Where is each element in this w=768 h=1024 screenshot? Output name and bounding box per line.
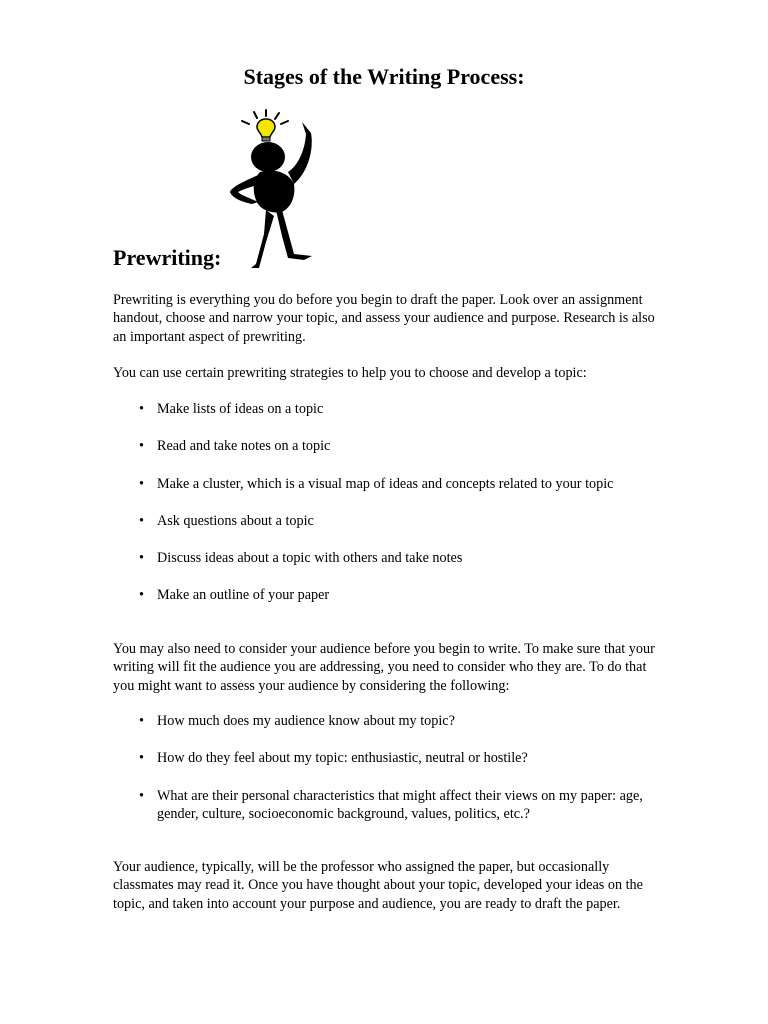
list-item	[133, 749, 657, 767]
bullet-icon: •	[139, 750, 144, 767]
list-item-text: Discuss ideas about a topic with others and take notes	[157, 550, 463, 567]
closing-paragraph: Your audience, typically, will be the professor who assigned the paper, but occasionally classmates may read it. Once you have thought about your topic, developed your ideas on the topic, and taken into account your purpose and audience, you are ready to draft the paper.	[113, 859, 643, 912]
bullet-icon: •	[139, 475, 144, 492]
strategies-intro-paragraph: You can use certain prewriting strategies to help you to choose and develop a topic:	[113, 365, 587, 381]
list-item-text: Read and take notes on a topic	[157, 438, 331, 455]
audience-questions-list	[133, 712, 657, 842]
audience-paragraph: You may also need to consider your audience before you begin to write. To make sure that your writing will fit the audience you are addressing, you need to consider who they are. To do that you might want to assess your audience by considering the following:	[113, 641, 655, 694]
bullet-icon: •	[139, 550, 144, 567]
bullet-icon: •	[139, 512, 144, 529]
bullet-icon: •	[139, 401, 144, 417]
bullet-icon: •	[139, 787, 144, 804]
list-item	[133, 437, 613, 455]
list-item	[133, 549, 613, 567]
list-item	[133, 512, 613, 530]
list-item-text: What are their personal characteristics that might affect their views on my paper: age, gender, culture, socioeconomic background, values, politics, etc.?	[157, 787, 643, 822]
list-item-text: Ask questions about a topic	[157, 512, 314, 529]
list-item-text: How much does my audience know about my topic?	[157, 713, 455, 729]
list-item-text: Make an outline of your paper	[157, 587, 330, 604]
section-heading-prewriting: Prewriting:	[113, 245, 222, 270]
bullet-icon: •	[139, 438, 144, 455]
list-item	[133, 712, 657, 730]
list-item	[133, 586, 613, 604]
prewriting-strategies-list	[133, 400, 613, 624]
list-item	[133, 787, 657, 824]
bullet-icon: •	[139, 713, 144, 729]
list-item	[133, 475, 613, 493]
intro-paragraph: Prewriting is everything you do before you begin to draft the paper. Look over an assignment handout, choose and narrow your topic, and assess your audience and purpose. Research is also an important aspect of prewriting.	[113, 292, 655, 345]
page-title: Stages of the Writing Process:	[243, 64, 525, 89]
list-item-text: How do they feel about my topic: enthusiastic, neutral or hostile?	[157, 750, 528, 767]
thinking-figure-lightbulb-icon	[222, 108, 322, 272]
list-item	[133, 400, 613, 418]
list-item-text: Make lists of ideas on a topic	[157, 401, 324, 417]
bullet-icon: •	[139, 587, 144, 604]
list-item-text: Make a cluster, which is a visual map of ideas and concepts related to your topic	[157, 475, 614, 492]
